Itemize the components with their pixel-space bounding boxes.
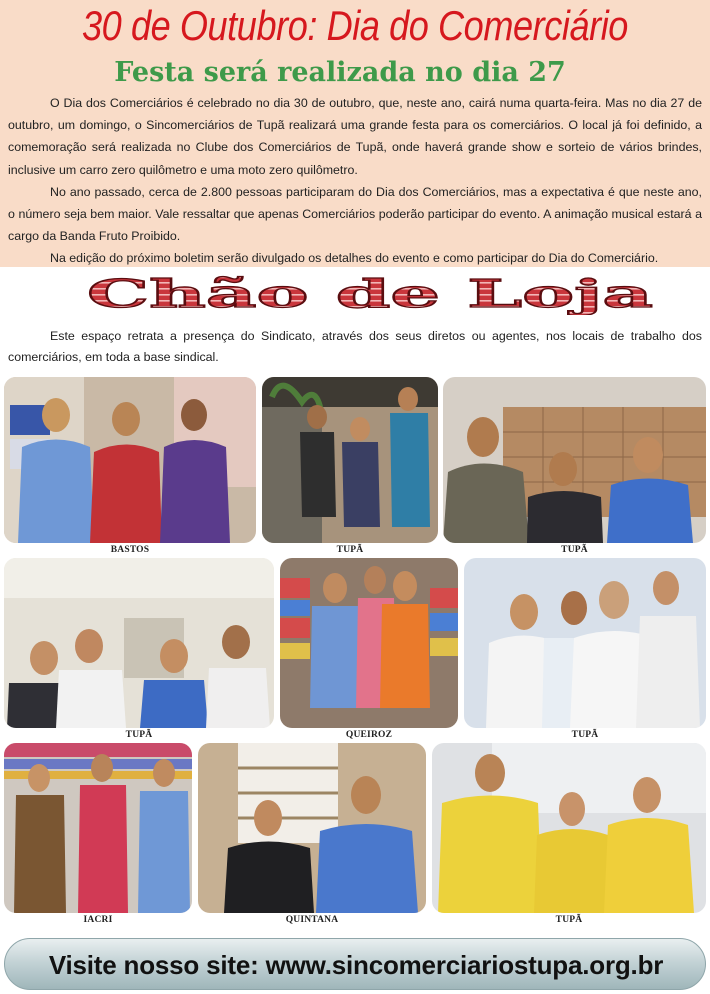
photo-caption: TUPÃ — [336, 545, 364, 555]
article-paragraph: Na edição do próximo boletim serão divulgado os detalhes do evento e como participar do Dia do Comerciário. — [50, 251, 659, 266]
photo-caption: TUPÃ — [561, 545, 588, 555]
page-subtitle: Festa será realizada no dia 27 — [114, 57, 566, 88]
photo-tupa-1 — [262, 377, 438, 543]
article-paragraph: No ano passado, cerca de 2.800 pessoas participaram do Dia dos Comerciários, mas a expectativa é que neste ano, o número seja bem maior. Vale ressaltar que apenas Comerciários poderão participar do evento. A animação musical estará a cargo da Banda Fruto Proibido. — [8, 184, 702, 244]
website-footer — [4, 938, 706, 990]
photo-queiroz — [280, 558, 458, 728]
section-intro: Este espaço retrata a presença do Sindicato, através dos seus diretos ou agentes, nos locais de trabalho dos comerciários, em toda a base sindical. — [8, 329, 702, 364]
photo-tupa-2 — [443, 377, 706, 543]
photo-bastos — [4, 377, 256, 543]
photo-iacri — [4, 743, 192, 913]
website-link[interactable]: Visite nosso site: www.sincomerciariostupa.org.br — [48, 950, 664, 980]
photo-caption: TUPÃ — [555, 915, 583, 925]
photo-caption: TUPÃ — [571, 730, 599, 740]
photo-tupa-4 — [464, 558, 706, 728]
section-banner-title: Chão de Loja — [87, 273, 653, 315]
photo-caption: QUINTANA — [285, 915, 339, 925]
photo-quintana — [198, 743, 426, 913]
article-paragraph: O Dia dos Comerciários é celebrado no dia 30 de outubro, que, neste ano, cairá numa quarta-feira. Mas no dia 27 de outubro, um domingo, o Sincomerciários de Tupã realizará uma grande festa para os comerciários. O local já foi definido, a comemoração será realizada no Clube dos Comerciários de Tupã, onde haverá grande show e sorteio de vários brindes, inclusive um carro zero quilômetro e uma moto zero quilômetro. — [8, 96, 702, 177]
photo-caption: IACRI — [83, 915, 113, 925]
photo-caption: TUPÃ — [125, 730, 153, 740]
photo-tupa-3 — [4, 558, 274, 728]
photo-tupa-5 — [432, 743, 706, 913]
photo-caption: QUEIROZ — [345, 730, 393, 740]
article-body — [8, 92, 702, 270]
section-banner — [85, 273, 655, 315]
page-title: 30 de Outubro: Dia do Comerciário — [82, 2, 628, 49]
photo-caption: BASTOS — [110, 545, 150, 555]
